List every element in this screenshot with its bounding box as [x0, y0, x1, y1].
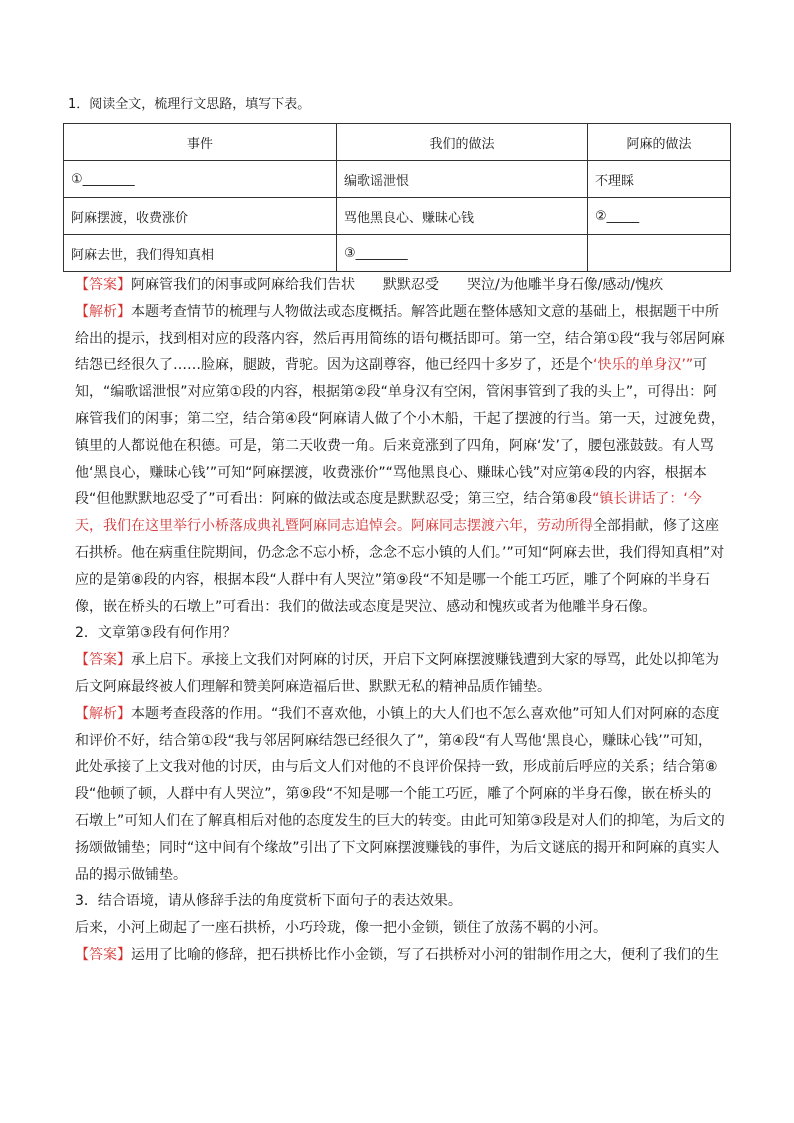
table-row	[64, 161, 731, 198]
q1-analysis	[75, 299, 725, 621]
analysis-text: 本题考查情节的梳理与人物做法或态度概括。解答此题在整体感知文意的基础上，根据题干中所给出的提示，找到相对应的段落内容，然后再用简练的语句概括即可。第一空，结合第①段“我与邻居阿麻结怨已经很久了……脸麻，腿跛，背驼。因为这副尊容，他已经四十多岁了，还是个	[75, 303, 725, 374]
answer-table	[63, 123, 731, 272]
analysis-tag: 【解析】	[75, 705, 131, 722]
analysis-text: 本题考查段落的作用。“我们不喜欢他，小镇上的大人们也不怎么喜欢他”可知人们对阿麻的态度和评价不好，结合第①段“我与邻居阿麻结怨已经很久了”，第④段“有人骂他‘黑良心，赚昧心钱’”可知，此处承接了上文我对他的讨厌，由与后文人们对他的不良评价保持一致，形成前后呼应的关系；结合第⑧段“他顿了顿，人群中有人哭泣”，第⑨段“不知是哪一个能工巧匠，雕了个阿麻的半身石像，嵌在桥头的石墩上”可知人们在了解真相后对他的态度发生的巨大的转变。由此可知第③段是对人们的抑笔，为后文的扬颂做铺垫；同时“这中间有个缘故”引出了下文阿麻摆渡赚钱的事件，为后文谜底的揭开和阿麻的真实人品的揭示做铺垫。	[75, 705, 725, 883]
quoted-text-red: ‘快乐的单身汉’”	[593, 357, 694, 374]
quoted-text-red: “镇长讲话了：‘今天，我们在这里举行小桥落成典礼暨阿麻同志追悼会。阿麻同志摆渡六年，劳动所得	[75, 491, 702, 535]
table-row	[64, 235, 731, 272]
table-cell: 不理睬	[588, 161, 731, 198]
table-row	[64, 198, 731, 235]
header-cell: 我们的做法	[337, 124, 588, 161]
table-cell: 编歌谣泄恨	[337, 161, 588, 198]
q2-answer	[75, 647, 725, 701]
analysis-tag: 【解析】	[75, 303, 131, 320]
table-cell	[588, 235, 731, 272]
q1-answer	[75, 272, 725, 299]
answer-text: 承上启下。承接上文我们对阿麻的讨厌，开启下文阿麻摆渡赚钱遭到大家的辱骂，此处以抑笔为后文阿麻最终被人们理解和赞美阿麻造福后世、默默无私的精神品质作铺垫。	[75, 652, 719, 695]
header-cell: 事件	[64, 124, 337, 161]
question-1-title: 1．阅读全文，梳理行文思路，填写下表。	[68, 97, 311, 112]
answer-part: 默默忍受	[383, 277, 439, 293]
answer-part: 阿麻管我们的闲事或阿麻给我们告状	[131, 277, 355, 293]
table-cell: 骂他黑良心、赚昧心钱	[337, 198, 588, 235]
table-header-row	[64, 124, 731, 161]
analysis-text: 全部捐献，修了这座石拱桥。他在病重住院期间，仍念念不忘小桥，念念不忘小镇的人们。’”可知“阿麻去世，我们得知真相”对应的是第⑧段的内容，根据本段“人群中有人哭泣”第⑨段“不知是哪一个能工巧匠，雕了个阿麻的半身石像，嵌在桥头的石墩上”可看出：我们的做法或态度是哭泣、感动和愧疚或者为他雕半身石像。	[75, 518, 725, 615]
table-cell: 阿麻去世，我们得知真相	[64, 235, 337, 272]
q3-sentence: 后来，小河上砌起了一座石拱桥，小巧玲珑，像一把小金锁，锁住了放荡不羁的小河。	[75, 920, 607, 937]
answer-tag: 【答案】	[75, 652, 131, 669]
table-cell: 阿麻摆渡，收费涨价	[64, 198, 337, 235]
question-2-title: 2．文章第③段有何作用？	[75, 625, 237, 642]
table-cell: ②_____	[588, 198, 731, 235]
q3-answer	[75, 942, 725, 969]
table-cell: ①________	[64, 161, 337, 198]
answer-text: 运用了比喻的修辞，把石拱桥比作小金锁，写了石拱桥对小河的钳制作用之大，便利了我们的生	[131, 946, 719, 963]
answer-tag: 【答案】	[75, 277, 131, 293]
document-body	[75, 272, 725, 969]
table-cell: ③________	[337, 235, 588, 272]
analysis-text: 可知，“编歌谣泄恨”对应第①段的内容，根据第②段“单身汉有空闲，管闲事管到了我的头上”，可得出：阿麻管我们的闲事；第二空，结合第④段“阿麻请人做了个小木船，干起了摆渡的行当。第一天，过渡免费，镇里的人都说他在积德。可是，第二天收费一角。后来竟涨到了四角，阿麻‘发’了，腰包涨鼓鼓。有人骂他‘黑良心，赚昧心钱’”可知“阿麻摆渡，收费涨价”“骂他黑良心、赚昧心钱”对应第④段的内容，根据本段“但他默默地忍受了”可看出：阿麻的做法或态度是默默忍受；第三空，结合第⑧段	[75, 357, 725, 508]
header-cell: 阿麻的做法	[588, 124, 731, 161]
q2-analysis	[75, 701, 725, 889]
answer-tag: 【答案】	[75, 946, 131, 963]
answer-part: 哭泣/为他雕半身石像/感动/愧疚	[467, 277, 664, 293]
question-3-title: 3．结合语境，请从修辞手法的角度赏析下面句子的表达效果。	[75, 893, 462, 910]
